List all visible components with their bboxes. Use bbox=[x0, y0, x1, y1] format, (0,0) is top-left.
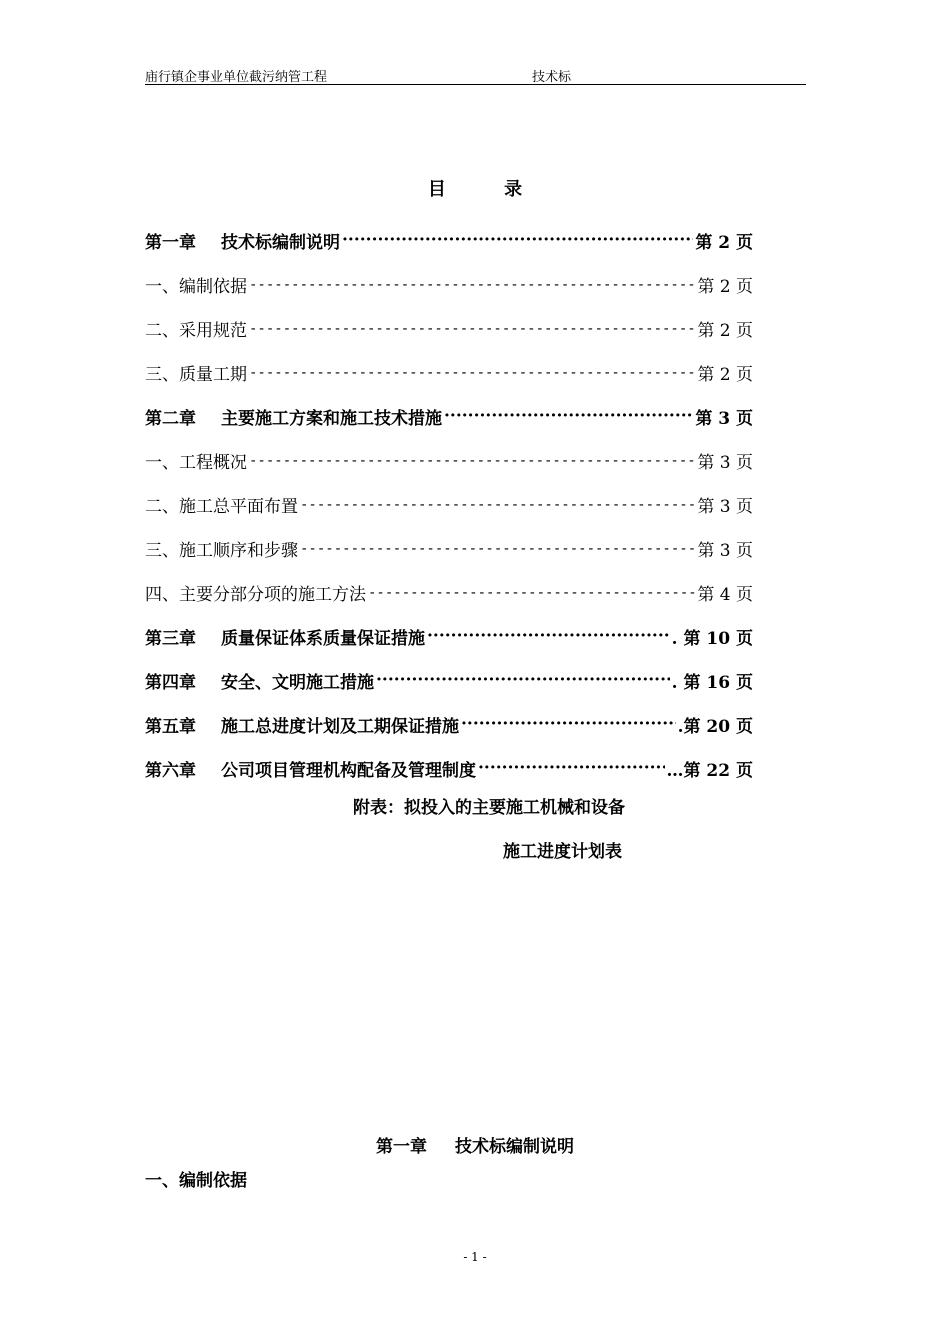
toc-chapter-row[interactable] bbox=[145, 218, 753, 262]
page-number: - 1 - bbox=[463, 1250, 487, 1264]
toc-leader bbox=[249, 318, 695, 338]
toc-chapter-number: 第二章 bbox=[145, 408, 196, 429]
toc-entry-label bbox=[145, 272, 247, 297]
page-header bbox=[145, 64, 806, 85]
toc-page-ref: …第 22 页 bbox=[666, 760, 753, 781]
toc-chapter-number: 第一章 bbox=[145, 232, 196, 253]
section-heading: 一、编制依据 bbox=[145, 1171, 247, 1191]
toc-leader bbox=[376, 670, 670, 690]
toc-entry-text: 主要施工方案和施工技术措施 bbox=[221, 408, 442, 429]
toc-page-ref: 第 2 页 bbox=[697, 276, 753, 297]
toc-entry-text: 二、采用规范 bbox=[145, 320, 247, 341]
toc-entry-label bbox=[145, 624, 425, 649]
toc-entry-label bbox=[145, 360, 247, 385]
toc-entry-label bbox=[145, 316, 247, 341]
header-project-name: 庙行镇企事业单位截污纳管工程 bbox=[145, 70, 328, 85]
toc-page-ref: 第 3 页 bbox=[697, 540, 753, 561]
toc-chapter-row[interactable] bbox=[145, 746, 753, 790]
chapter-heading bbox=[0, 1132, 950, 1157]
toc-entry-label bbox=[145, 712, 459, 737]
toc-section-row[interactable] bbox=[145, 482, 753, 526]
toc-page-ref: 第 2 页 bbox=[697, 364, 753, 385]
table-of-contents bbox=[145, 218, 753, 790]
toc-leader bbox=[427, 626, 670, 646]
toc-leader bbox=[249, 362, 695, 382]
toc-title: 目 录 bbox=[427, 179, 549, 200]
toc-leader bbox=[368, 582, 695, 602]
toc-section-row[interactable] bbox=[145, 438, 753, 482]
toc-entry-label bbox=[145, 404, 442, 429]
chapter-title: 技术标编制说明 bbox=[455, 1137, 574, 1157]
toc-chapter-row[interactable] bbox=[145, 702, 753, 746]
toc-section-row[interactable] bbox=[145, 526, 753, 570]
toc-leader bbox=[300, 494, 695, 514]
chapter-number: 第一章 bbox=[376, 1137, 427, 1157]
toc-chapter-row[interactable] bbox=[145, 658, 753, 702]
toc-leader bbox=[478, 758, 665, 778]
toc-page-ref: .第 20 页 bbox=[677, 716, 753, 737]
toc-chapter-row[interactable] bbox=[145, 394, 753, 438]
toc-entry-label bbox=[145, 580, 366, 605]
toc-section-row[interactable] bbox=[145, 350, 753, 394]
toc-page-ref: . 第 16 页 bbox=[671, 672, 753, 693]
toc-section-row[interactable] bbox=[145, 570, 753, 614]
toc-page-ref: 第 2 页 bbox=[695, 232, 753, 253]
toc-section-row[interactable] bbox=[145, 306, 753, 350]
toc-entry-text: 二、施工总平面布置 bbox=[145, 496, 298, 517]
toc-entry-text: 质量保证体系质量保证措施 bbox=[221, 628, 425, 649]
toc-chapter-number: 第六章 bbox=[145, 760, 196, 781]
toc-chapter-number: 第三章 bbox=[145, 628, 196, 649]
toc-entry-label bbox=[145, 228, 340, 253]
toc-chapter-number: 第五章 bbox=[145, 716, 196, 737]
toc-entry-label bbox=[145, 492, 298, 517]
toc-entry-text: 安全、文明施工措施 bbox=[221, 672, 374, 693]
toc-entry-label bbox=[145, 668, 374, 693]
toc-entry-label bbox=[145, 536, 298, 561]
toc-page-ref: 第 3 页 bbox=[695, 408, 753, 429]
toc-page-ref: 第 3 页 bbox=[697, 452, 753, 473]
toc-leader bbox=[249, 274, 695, 294]
toc-chapter-number: 第四章 bbox=[145, 672, 196, 693]
toc-page-ref: . 第 10 页 bbox=[671, 628, 753, 649]
toc-entry-text: 一、工程概况 bbox=[145, 452, 247, 473]
toc-entry-text: 四、主要分部分项的施工方法 bbox=[145, 584, 366, 605]
toc-entry-text: 公司项目管理机构配备及管理制度 bbox=[221, 760, 476, 781]
toc-entry-label bbox=[145, 756, 476, 781]
toc-page-ref: 第 4 页 bbox=[697, 584, 753, 605]
toc-leader bbox=[444, 406, 693, 426]
toc-entry-text: 施工总进度计划及工期保证措施 bbox=[221, 716, 459, 737]
toc-entry-label bbox=[145, 448, 247, 473]
toc-leader bbox=[461, 714, 676, 734]
toc-entry-text: 三、质量工期 bbox=[145, 364, 247, 385]
toc-section-row[interactable] bbox=[145, 262, 753, 306]
toc-chapter-row[interactable] bbox=[145, 614, 753, 658]
toc-leader bbox=[300, 538, 695, 558]
header-doc-type: 技术标 bbox=[532, 70, 572, 85]
toc-entry-text: 技术标编制说明 bbox=[221, 232, 340, 253]
appendix-line-1: 附表：拟投入的主要施工机械和设备 bbox=[353, 798, 625, 818]
toc-entry-text: 一、编制依据 bbox=[145, 276, 247, 297]
toc-page-ref: 第 2 页 bbox=[697, 320, 753, 341]
toc-leader bbox=[249, 450, 695, 470]
toc-page-ref: 第 3 页 bbox=[697, 496, 753, 517]
appendix-line-2: 施工进度计划表 bbox=[503, 842, 622, 862]
toc-entry-text: 三、施工顺序和步骤 bbox=[145, 540, 298, 561]
toc-leader bbox=[342, 230, 693, 250]
